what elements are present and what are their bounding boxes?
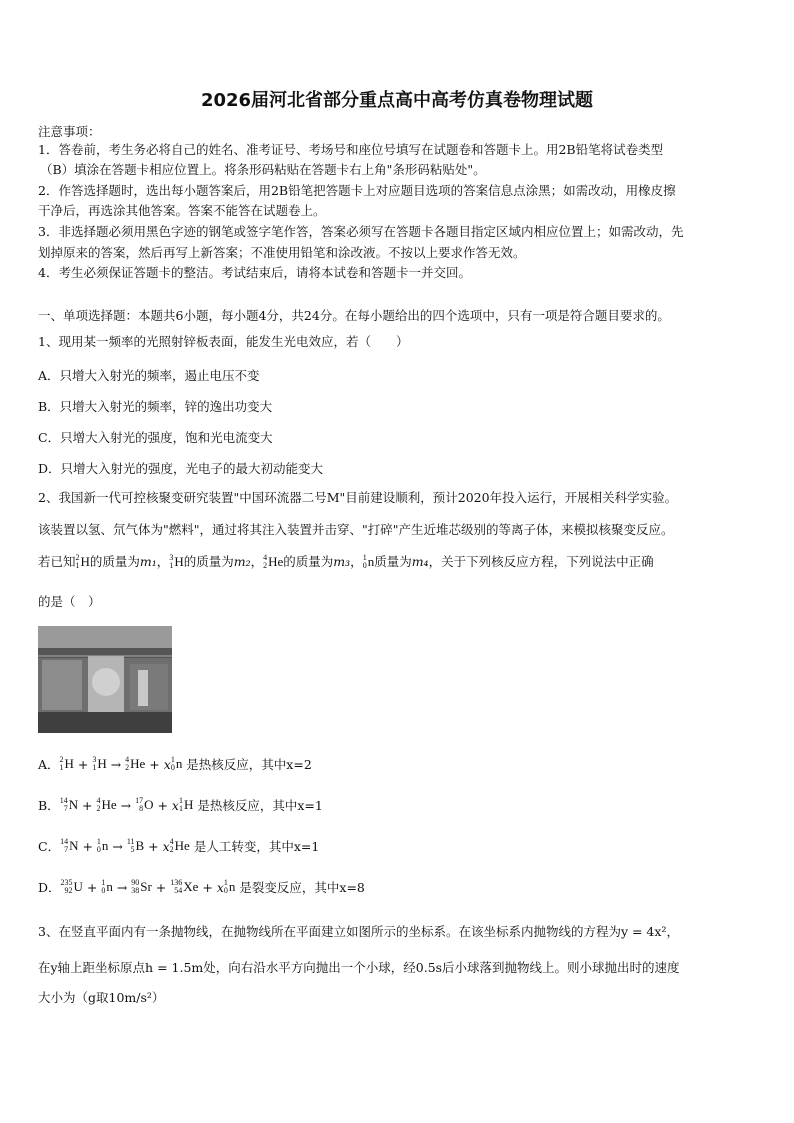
q2-option-a: A． 2 1 H + 3 1 H → 4 2 He + x 1 0 n 是热核反应，其中x=2: [38, 755, 312, 772]
notice-line: （B）填涂在答题卡相应位置上。将条形码粘贴在答题卡右上角"条形码粘贴处"。: [40, 162, 486, 177]
q3-line: 大小为（g取10m/s²）: [38, 990, 165, 1005]
q2-line: 该装置以氢、氘气体为"燃料"，通过将其注入装置并击穿、"打碎"产生近堆芯级别的等离子体，来模拟核聚变反应。: [38, 522, 674, 537]
q1-option-c: C．只增大入射光的强度，饱和光电流变大: [38, 430, 273, 445]
notice-line: 2．作答选择题时，选出每小题答案后，用2B铅笔把答题卡上对应题目选项的答案信息点涂黑；如需改动，用橡皮擦: [38, 183, 676, 198]
option-conclusion: 是热核反应，其中x=2: [186, 757, 312, 772]
q2-line: 2、我国新一代可控核聚变研究装置"中国环流器二号M"目前建设顺利，预计2020年投入运行，开展相关科学实验。: [38, 490, 678, 505]
option-conclusion: 是热核反应，其中x=1: [197, 798, 323, 813]
q2-option-b: B． 14 7 N + 4 2 He → 17 8 O + x 1 1 H 是热核反应，其中x=1: [38, 796, 323, 813]
q2-line: 的是（ ）: [38, 594, 101, 609]
notice-heading: 注意事项：: [38, 124, 101, 139]
q1-option-a: A．只增大入射光的频率，遏止电压不变: [38, 368, 260, 383]
notice-line: 3．非选择题必须用黑色字迹的钢笔或签字笔作答，答案必须写在答题卡各题目指定区域内相应位置上；如需改动，先: [38, 224, 684, 239]
notice-line: 4．考生必须保证答题卡的整洁。考试结束后，请将本试卷和答题卡一并交回。: [38, 265, 471, 280]
mass-m4: m₄: [411, 554, 429, 569]
exam-title: 2026届河北省部分重点高中高考仿真卷物理试题: [200, 90, 594, 111]
q2-text: 的质量为: [283, 554, 334, 569]
q2-text: 质量为: [374, 554, 412, 569]
q2-text: 若已知: [38, 554, 76, 569]
notice-line: 划掉原来的答案，然后再写上新答案；不准使用铅笔和涂改液。不按以上要求作答无效。: [38, 245, 526, 260]
mass-m1: m₁: [139, 554, 157, 569]
nuclide-neutron: 1 0 n: [362, 553, 375, 570]
q1-option-d: D．只增大入射光的强度，光电子的最大初动能变大: [38, 461, 324, 476]
q2-option-d: D． 235 92 U + 1 0 n → 90 38 Sr + 136 54 Xe + x 1 0 n 是裂变反应，其中x=8: [38, 878, 365, 895]
q2-text: 的质量为: [183, 554, 234, 569]
q3-line: 3、在竖直平面内有一条抛物线，在抛物线所在平面建立如图所示的坐标系。在该坐标系内抛物线的方程为y = 4x²，: [38, 924, 679, 939]
nuclide-tritium: 3 1 H: [169, 553, 184, 570]
q2-line-masses: 若已知 2 1 H 的质量为 m₁ ， 3 1 H 的质量为 m₂ ， 4 2 He 的质量为 m₃ ， 1 0 n 质量为 m₄ ，关于下列核反应方程，下列说法中正确: [38, 553, 654, 570]
q1-stem: 1、现用某一频率的光照射锌板表面，能发生光电效应，若（ ）: [38, 334, 409, 349]
notice-line: 干净后，再选涂其他答案。答案不能答在试题卷上。: [38, 203, 326, 218]
q2-option-c: C． 14 7 N + 1 0 n → 11 5 B + x 4 2 He 是人工转变，其中x=1: [38, 837, 320, 854]
section-heading: 一、单项选择题：本题共6小题，每小题4分，共24分。在每小题给出的四个选项中，只有一项是符合题目要求的。: [38, 308, 670, 323]
option-conclusion: 是裂变反应，其中x=8: [239, 880, 365, 895]
option-conclusion: 是人工转变，其中x=1: [193, 839, 320, 854]
fusion-device-photo: [38, 626, 172, 733]
q2-text: 的质量为: [89, 554, 140, 569]
mass-m3: m₃: [333, 554, 351, 569]
notice-line: 1．答卷前，考生务必将自己的姓名、准考证号、考场号和座位号填写在试题卷和答题卡上。用2B铅笔将试卷类型: [38, 142, 664, 157]
nuclide-deuterium: 2 1 H: [75, 553, 90, 570]
q3-line: 在y轴上距坐标原点h = 1.5m处，向右沿水平方向抛出一个小球，经0.5s后小球落到抛物线上。则小球抛出时的速度: [38, 960, 680, 975]
q1-option-b: B．只增大入射光的频率，锌的逸出功变大: [38, 399, 273, 414]
q2-text: ，关于下列核反应方程，下列说法中正确: [428, 554, 654, 569]
mass-m2: m₂: [233, 554, 251, 569]
nuclide-helium: 4 2 He: [263, 553, 284, 570]
